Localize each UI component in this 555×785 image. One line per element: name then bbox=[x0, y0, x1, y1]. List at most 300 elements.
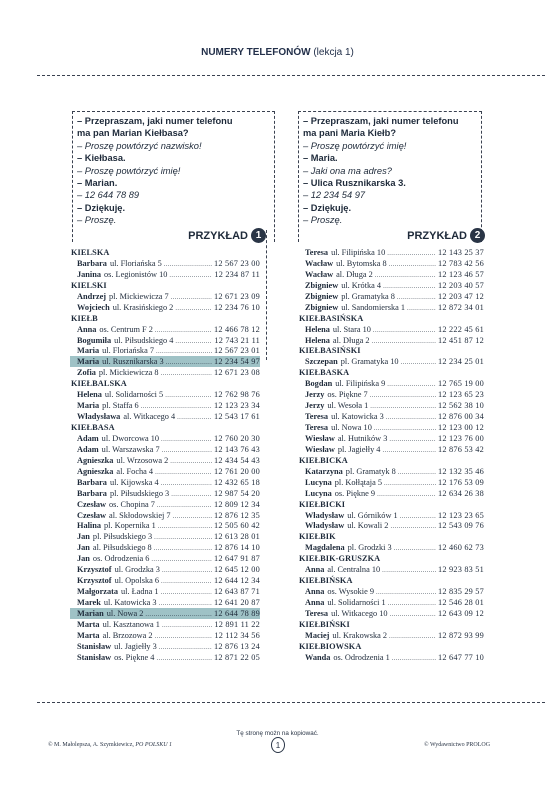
first-name: Zofia bbox=[77, 368, 96, 378]
address: ul. Wrzosowa 2 bbox=[116, 455, 169, 465]
list-item bbox=[298, 324, 484, 335]
phone-number: 12 432 65 18 bbox=[214, 477, 260, 487]
address: pl. Piłsudskiego 3 bbox=[109, 488, 170, 498]
address: ul. Nowa 10 bbox=[331, 423, 372, 432]
first-name: Zbigniew bbox=[305, 291, 339, 301]
leader-dots bbox=[394, 542, 436, 553]
address: ul. Krakowska 2 bbox=[332, 630, 388, 640]
phone-number: 12 923 83 51 bbox=[438, 565, 484, 575]
surname-heading: KIELSKI bbox=[71, 280, 107, 290]
leader-dots bbox=[390, 608, 437, 619]
phone-number: 12 987 54 20 bbox=[214, 488, 260, 498]
phone-number: 12 505 60 42 bbox=[214, 521, 260, 531]
address: al. Brzozowa 2 bbox=[102, 630, 153, 640]
phone-number: 12 641 20 87 bbox=[214, 598, 260, 607]
list-item bbox=[70, 466, 260, 477]
list-item bbox=[298, 258, 484, 269]
phone-number: 12 112 34 56 bbox=[214, 630, 260, 640]
list-item bbox=[70, 291, 260, 302]
dialog-line: – Proszę powtórzyć imię! bbox=[303, 140, 407, 151]
list-item bbox=[298, 400, 484, 411]
phone-number: 12 562 38 10 bbox=[438, 401, 484, 411]
bottom-divider bbox=[37, 702, 545, 703]
list-item bbox=[70, 597, 260, 608]
first-name: Anna bbox=[77, 324, 97, 334]
address: os. Odrodzenia 6 bbox=[92, 554, 150, 564]
address: os. Odrodzenia 1 bbox=[333, 652, 390, 662]
phone-number: 12 809 12 34 bbox=[214, 499, 260, 509]
phone-number: 12 634 26 38 bbox=[438, 488, 484, 498]
list-item bbox=[70, 575, 260, 586]
leader-dots bbox=[161, 477, 212, 488]
phone-number: 12 234 76 10 bbox=[214, 302, 260, 312]
phone-number: 12 123 23 65 bbox=[438, 510, 484, 520]
first-name: Władysław bbox=[305, 521, 345, 531]
leader-dots bbox=[161, 575, 212, 586]
example-number-1: 1 bbox=[251, 228, 266, 243]
address: al. Focha 4 bbox=[116, 466, 154, 476]
address: ul. Ładna 1 bbox=[121, 587, 159, 597]
footer-publisher: © Wydawnictwo PROLOG bbox=[424, 742, 491, 748]
phone-number: 12 222 45 61 bbox=[438, 324, 484, 334]
first-name: Helena bbox=[305, 335, 330, 345]
surname-heading: KIEŁBIŃSKI bbox=[299, 619, 350, 629]
dialog-line: – Marian. bbox=[77, 178, 118, 189]
list-item bbox=[70, 630, 260, 641]
leader-dots bbox=[156, 652, 212, 663]
first-name: Lucyna bbox=[305, 488, 332, 498]
leader-dots bbox=[375, 269, 436, 280]
list-item bbox=[70, 564, 260, 575]
surname-heading: KIEŁBIK-GRUSZKA bbox=[299, 554, 381, 564]
list-item bbox=[298, 302, 484, 313]
first-name: Władysława bbox=[77, 412, 121, 422]
leader-dots bbox=[373, 324, 436, 335]
list-item bbox=[70, 510, 260, 521]
address: al. Centralna 10 bbox=[327, 565, 381, 575]
first-name: Maria bbox=[77, 401, 100, 411]
address: ul. Kowali 2 bbox=[347, 521, 389, 531]
first-name: Marian bbox=[77, 608, 104, 618]
list-item bbox=[70, 586, 260, 597]
phone-number: 12 234 54 97 bbox=[214, 357, 260, 367]
leader-dots bbox=[372, 335, 437, 346]
address: os. Centrum F 2 bbox=[99, 324, 153, 334]
first-name: Czesław bbox=[77, 510, 107, 520]
leader-dots bbox=[383, 280, 436, 291]
phone-number: 12 234 87 11 bbox=[214, 269, 260, 279]
phone-number: 12 643 09 12 bbox=[438, 608, 484, 618]
address: os. Chopina 7 bbox=[109, 499, 155, 509]
address: pl. Gramatyka 8 bbox=[341, 291, 395, 301]
list-item bbox=[298, 630, 484, 641]
leader-dots bbox=[398, 466, 436, 477]
first-name: Wacław bbox=[305, 269, 334, 279]
first-name: Krzysztof bbox=[77, 565, 112, 575]
address: ul. Floriańska 5 bbox=[109, 258, 162, 268]
phone-number: 12 123 76 00 bbox=[438, 433, 484, 443]
address: al. Piłsudskiego 8 bbox=[92, 543, 152, 553]
address: ul. Nowa 2 bbox=[106, 608, 144, 618]
first-name: Magdalena bbox=[305, 543, 345, 553]
surname-heading: KIEŁB bbox=[71, 313, 98, 323]
leader-dots bbox=[162, 564, 212, 575]
address: ul. Stara 10 bbox=[332, 324, 371, 334]
address: ul. Katowicka 3 bbox=[103, 598, 157, 607]
address: pl. Piłsudskiego 3 bbox=[92, 532, 153, 542]
phone-number: 12 203 47 12 bbox=[438, 291, 484, 301]
address: pl. Mickiewicza 7 bbox=[109, 291, 169, 301]
first-name: Stanisław bbox=[77, 641, 112, 651]
first-name: Zbigniew bbox=[305, 302, 339, 312]
leader-dots bbox=[173, 510, 212, 521]
phone-number: 12 647 91 87 bbox=[214, 554, 260, 564]
address: os. Piękne 4 bbox=[114, 652, 155, 662]
first-name: Andrzej bbox=[77, 291, 107, 301]
phone-number: 12 143 76 43 bbox=[214, 444, 260, 454]
first-name: Wanda bbox=[305, 652, 331, 662]
address: ul. Sandomierska 1 bbox=[341, 302, 406, 312]
dialog-line: – Jaki ona ma adres? bbox=[303, 165, 392, 176]
list-item bbox=[70, 652, 260, 663]
leader-dots bbox=[158, 520, 212, 531]
leader-dots bbox=[389, 630, 436, 641]
leader-dots bbox=[407, 302, 436, 313]
first-name: Barbara bbox=[77, 258, 107, 268]
address: ul. Rusznikarska 3 bbox=[102, 357, 164, 367]
address: pl. Gramatyka 10 bbox=[340, 357, 399, 367]
address: pl. Staffa 6 bbox=[102, 401, 139, 411]
surname-heading: KIEŁBIK bbox=[299, 532, 336, 542]
leader-dots bbox=[171, 291, 212, 302]
list-item bbox=[70, 444, 260, 455]
leader-dots bbox=[392, 652, 436, 663]
surname-heading: KIEŁBASKA bbox=[299, 368, 350, 378]
list-item bbox=[70, 433, 260, 444]
dialog-line: ma pan Marian Kiełbasa? bbox=[77, 128, 189, 139]
leader-dots bbox=[155, 630, 213, 641]
phonebook-left-column bbox=[70, 247, 260, 663]
phone-number: 12 434 54 43 bbox=[214, 455, 260, 465]
address: pl. Mickiewicza 8 bbox=[98, 368, 159, 378]
phone-number: 12 645 12 00 bbox=[214, 565, 260, 575]
list-item bbox=[70, 455, 260, 466]
leader-dots bbox=[382, 564, 436, 575]
first-name: Anna bbox=[305, 587, 325, 597]
example-label-1: PRZYKŁAD 1 bbox=[188, 228, 266, 243]
list-item bbox=[70, 389, 260, 400]
first-name: Maria bbox=[77, 346, 100, 356]
phone-number: 12 543 09 76 bbox=[438, 521, 484, 531]
address: ul. Katowicka 3 bbox=[331, 412, 384, 422]
surname-heading: KIEŁBASIŃSKA bbox=[299, 313, 364, 323]
leader-dots bbox=[370, 389, 436, 400]
dialog-line: ma pani Maria Kiełb? bbox=[303, 128, 396, 139]
list-item bbox=[298, 542, 484, 553]
address: ul. Warszawska 7 bbox=[101, 444, 160, 454]
leader-dots bbox=[384, 477, 436, 488]
address: ul. Krasińskiego 2 bbox=[112, 302, 174, 312]
leader-dots bbox=[386, 411, 436, 422]
leader-dots bbox=[154, 531, 212, 542]
address: ul. Witkacego 10 bbox=[331, 608, 388, 618]
list-item bbox=[70, 335, 260, 346]
dialog-line: – Przepraszam, jaki numer telefonu bbox=[77, 116, 233, 126]
surname-heading: KIELSKA bbox=[71, 248, 110, 257]
address: ul. Górników 1 bbox=[347, 510, 398, 520]
first-name: Krzysztof bbox=[77, 576, 112, 586]
phone-number: 12 671 23 08 bbox=[214, 368, 260, 378]
list-item bbox=[298, 433, 484, 444]
dialog-line: – Dziękuję. bbox=[303, 202, 352, 213]
surname-heading: KIEŁBICKA bbox=[299, 455, 348, 465]
example-number-2: 2 bbox=[470, 228, 485, 243]
first-name: Zbigniew bbox=[305, 280, 339, 290]
address: ul. Grodzka 3 bbox=[114, 565, 160, 575]
leader-dots bbox=[161, 367, 212, 378]
leader-dots bbox=[389, 258, 436, 269]
list-item bbox=[70, 324, 260, 335]
address: al. Hutników 3 bbox=[337, 433, 388, 443]
phone-number: 12 647 77 10 bbox=[438, 652, 484, 662]
leader-dots bbox=[400, 510, 436, 521]
first-name: Jan bbox=[77, 532, 90, 542]
address: ul. Filipińska 9 bbox=[335, 379, 386, 389]
first-name: Helena bbox=[305, 324, 330, 334]
list-item bbox=[70, 269, 260, 280]
address: pl. Gramatyk 8 bbox=[345, 466, 396, 476]
address: ul. Dworcowa 10 bbox=[101, 433, 160, 443]
surname-heading: KIEŁBALSKA bbox=[71, 379, 127, 389]
dialog-line: – Proszę powtórzyć nazwisko! bbox=[77, 140, 202, 151]
list-item bbox=[298, 520, 484, 531]
leader-dots bbox=[401, 356, 436, 367]
address: os. Legionistów 10 bbox=[103, 269, 168, 279]
first-name: Małgorzata bbox=[77, 587, 119, 597]
phone-number: 12 835 29 57 bbox=[438, 587, 484, 597]
phone-number: 12 876 53 42 bbox=[438, 444, 484, 454]
phone-number: 12 123 23 34 bbox=[214, 401, 260, 411]
leader-dots bbox=[390, 520, 436, 531]
leader-dots bbox=[171, 488, 212, 499]
list-item bbox=[70, 520, 260, 531]
first-name: Marek bbox=[77, 598, 101, 607]
first-name: Marta bbox=[77, 619, 100, 629]
first-name: Wiesław bbox=[305, 444, 335, 454]
list-item bbox=[70, 367, 260, 378]
phone-number: 12 543 17 61 bbox=[214, 412, 260, 422]
dialog-line: – Maria. bbox=[303, 153, 338, 164]
list-item bbox=[298, 466, 484, 477]
address: ul. Floriańska 7 bbox=[102, 346, 154, 356]
first-name: Jan bbox=[77, 554, 90, 564]
list-item bbox=[70, 477, 260, 488]
list-item bbox=[70, 542, 260, 553]
address: al. Witkacego 4 bbox=[123, 412, 176, 422]
first-name: Halina bbox=[77, 521, 101, 531]
example-dialog-1 bbox=[72, 111, 275, 242]
leader-dots bbox=[388, 597, 436, 608]
leader-dots bbox=[141, 400, 212, 411]
address: al. Skłodowskiej 7 bbox=[109, 510, 171, 520]
address: ul. Wesoła 1 bbox=[327, 401, 369, 411]
phone-number: 12 871 22 05 bbox=[214, 652, 260, 662]
list-item bbox=[298, 597, 484, 608]
list-item bbox=[298, 444, 484, 455]
leader-dots bbox=[165, 389, 212, 400]
address: ul. Filipińska 10 bbox=[331, 248, 386, 257]
surname-heading: KIEŁBICKI bbox=[299, 499, 346, 509]
address: ul. Kasztanowa 1 bbox=[102, 619, 160, 629]
address: os. Piękne 7 bbox=[327, 390, 368, 400]
dialog-line: – Dziękuję. bbox=[77, 202, 126, 213]
first-name: Jerzy bbox=[305, 390, 325, 400]
phone-number: 12 872 34 01 bbox=[438, 302, 484, 312]
dialog-line: – Przepraszam, jaki numer telefonu bbox=[303, 116, 459, 126]
leader-dots bbox=[151, 553, 212, 564]
leader-dots bbox=[370, 400, 436, 411]
phone-number: 12 671 23 09 bbox=[214, 291, 260, 301]
phone-number: 12 876 14 10 bbox=[214, 543, 260, 553]
list-item bbox=[70, 302, 260, 313]
first-name: Katarzyna bbox=[305, 466, 343, 476]
list-item bbox=[298, 608, 484, 619]
address: ul. Solidarności 1 bbox=[327, 598, 386, 607]
dialog-line: – Proszę powtórzyć imię! bbox=[77, 165, 181, 176]
top-divider bbox=[37, 75, 545, 76]
leader-dots bbox=[159, 597, 212, 608]
leader-dots bbox=[155, 324, 212, 335]
address: ul. Bytomska 8 bbox=[336, 258, 387, 268]
list-item bbox=[298, 378, 484, 389]
leader-dots bbox=[145, 608, 212, 619]
address: pl. Kołłątaja 5 bbox=[334, 477, 382, 487]
phone-number: 12 451 87 12 bbox=[438, 335, 484, 345]
list-item bbox=[298, 411, 484, 422]
list-item bbox=[298, 422, 484, 433]
list-item bbox=[70, 531, 260, 542]
first-name: Adam bbox=[77, 444, 99, 454]
phone-number: 12 567 23 01 bbox=[214, 346, 260, 356]
first-name: Teresa bbox=[305, 423, 329, 432]
example-label-2: PRZYKŁAD 2 bbox=[407, 228, 485, 243]
phone-number: 12 644 78 89 bbox=[214, 608, 260, 618]
surname-heading: KIEŁBASA bbox=[71, 423, 115, 432]
phone-number: 12 760 20 30 bbox=[214, 433, 260, 443]
first-name: Wojciech bbox=[77, 302, 110, 312]
first-name: Szczepan bbox=[305, 357, 338, 367]
leader-dots bbox=[177, 411, 212, 422]
surname-heading: KIEŁBASIŃSKI bbox=[299, 346, 361, 356]
list-item bbox=[298, 477, 484, 488]
first-name: Maciej bbox=[305, 630, 330, 640]
leader-dots bbox=[387, 247, 436, 258]
first-name: Wacław bbox=[305, 258, 334, 268]
first-name: Adam bbox=[77, 433, 99, 443]
first-name: Teresa bbox=[305, 608, 329, 618]
list-item bbox=[298, 356, 484, 367]
first-name: Anna bbox=[305, 598, 325, 607]
address: ul. Opolska 6 bbox=[114, 576, 160, 586]
first-name: Stanisław bbox=[77, 652, 112, 662]
first-name: Anna bbox=[305, 565, 325, 575]
phone-number: 12 761 20 00 bbox=[214, 466, 260, 476]
list-item bbox=[298, 564, 484, 575]
first-name: Agnieszka bbox=[77, 455, 114, 465]
surname-heading: KIEŁBIOWSKA bbox=[299, 641, 362, 651]
list-item bbox=[298, 291, 484, 302]
phone-number: 12 643 87 71 bbox=[214, 587, 260, 597]
list-item bbox=[70, 411, 260, 422]
address: ul. Jagiełły 3 bbox=[114, 641, 157, 651]
footer-copy-note: Tę stronę możn na kopiować. bbox=[236, 730, 319, 737]
phone-number: 12 872 93 99 bbox=[438, 630, 484, 640]
list-item bbox=[70, 258, 260, 269]
phone-number: 12 567 23 00 bbox=[214, 258, 260, 268]
first-name: Bogumiła bbox=[77, 335, 112, 345]
first-name: Barbara bbox=[77, 488, 107, 498]
address: pl. Kopernika 1 bbox=[103, 521, 156, 531]
phone-number: 12 765 19 00 bbox=[438, 379, 484, 389]
first-name: Janina bbox=[77, 269, 101, 279]
dialog-line: – 12 234 54 97 bbox=[303, 190, 366, 201]
leader-dots bbox=[175, 302, 212, 313]
list-item-highlighted bbox=[70, 356, 260, 367]
address: pl. Grodzki 3 bbox=[347, 543, 392, 553]
address: pl. Jagiełły 4 bbox=[337, 444, 381, 454]
first-name: Wiesław bbox=[305, 433, 335, 443]
leader-dots bbox=[175, 335, 212, 346]
phone-number: 12 613 28 01 bbox=[214, 532, 260, 542]
list-item bbox=[298, 335, 484, 346]
leader-dots bbox=[382, 444, 436, 455]
phone-number: 12 466 78 12 bbox=[214, 324, 260, 334]
list-item bbox=[298, 510, 484, 521]
leader-dots bbox=[387, 378, 436, 389]
list-item bbox=[298, 269, 484, 280]
phone-number: 12 783 42 56 bbox=[438, 258, 484, 268]
list-item bbox=[70, 400, 260, 411]
list-item bbox=[298, 247, 484, 258]
leader-dots bbox=[156, 345, 212, 356]
address: os. Wysokie 9 bbox=[327, 587, 374, 597]
leader-dots bbox=[389, 433, 436, 444]
dialog-line: – Proszę. bbox=[77, 215, 117, 226]
phone-number: 12 123 46 57 bbox=[438, 269, 484, 279]
address: ul. Krótka 4 bbox=[341, 280, 382, 290]
first-name: Helena bbox=[77, 390, 102, 400]
first-name: Agnieszka bbox=[77, 466, 114, 476]
phone-number: 12 132 35 46 bbox=[438, 466, 484, 476]
address: ul. Solidarności 5 bbox=[104, 390, 164, 400]
first-name: Władysław bbox=[305, 510, 345, 520]
leader-dots bbox=[161, 586, 212, 597]
leader-dots bbox=[155, 466, 212, 477]
phone-number: 12 123 00 12 bbox=[438, 423, 484, 432]
list-item bbox=[70, 345, 260, 356]
page-title: NUMERY TELEFONÓW (lekcja 1) bbox=[201, 47, 354, 58]
address: al. Długa 2 bbox=[332, 335, 370, 345]
phone-number: 12 743 21 11 bbox=[214, 335, 260, 345]
phone-number: 12 123 65 23 bbox=[438, 390, 484, 400]
list-item bbox=[70, 641, 260, 652]
leader-dots bbox=[154, 542, 212, 553]
phone-number: 12 234 25 01 bbox=[438, 357, 484, 367]
first-name: Czesław bbox=[77, 499, 107, 509]
first-name: Jan bbox=[77, 543, 90, 553]
first-name: Maria bbox=[77, 357, 100, 367]
leader-dots bbox=[162, 619, 212, 630]
